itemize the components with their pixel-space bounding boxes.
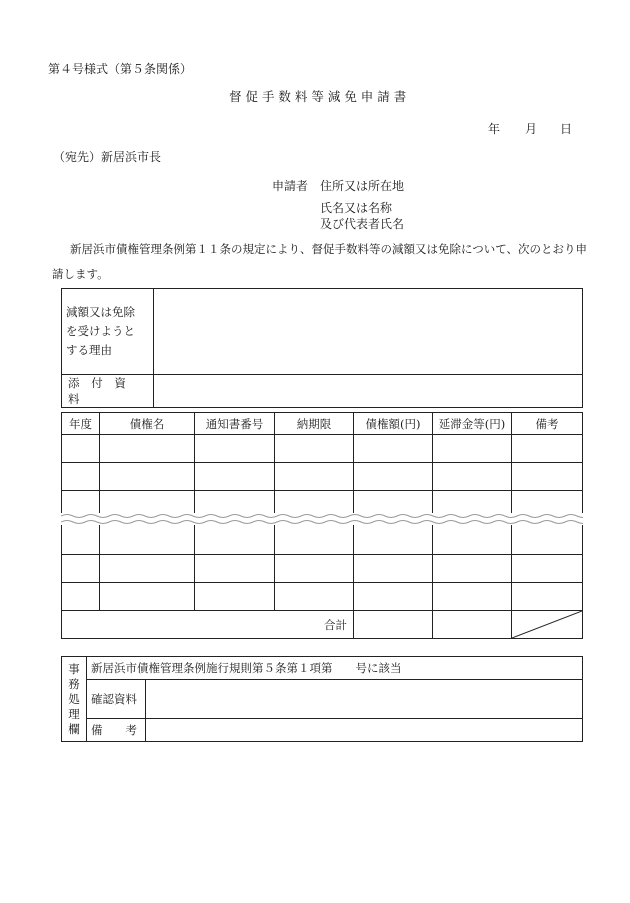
total-remarks-struck [512, 611, 583, 639]
form-number: 第４号様式（第５条関係） [48, 62, 193, 76]
total-claim-amount[interactable] [354, 611, 433, 639]
reason-field[interactable] [154, 289, 583, 375]
body-text-line-1: 新居浜市債権管理条例第１１条の規定により、督促手数料等の減額又は免除について、次のとおり申 [70, 242, 588, 256]
reason-label-line-2: を受けようと [66, 324, 135, 338]
attachment-label: 添 付 資 料 [62, 375, 154, 408]
applicant-rep-label: 及び代表者氏名 [320, 217, 405, 231]
office-rule-line: 新居浜市債権管理条例施行規則第５条第１項第 号に該当 [87, 657, 583, 680]
total-row [62, 611, 583, 639]
table-row [62, 435, 583, 463]
header-claim-amount: 債権額(円) [354, 413, 433, 435]
header-due-date: 納期限 [275, 413, 354, 435]
applicant-role: 申請者 [272, 179, 309, 193]
reason-table [61, 288, 583, 408]
header-remarks: 備考 [512, 413, 583, 435]
confirm-label: 確認資料 [87, 680, 146, 719]
date-day: 日 [560, 122, 573, 136]
date-year: 年 [488, 122, 501, 136]
reason-label [62, 289, 154, 375]
applicant-address-label: 住所又は所在地 [320, 179, 405, 193]
header-claim-name: 債権名 [100, 413, 195, 435]
page-title: 督 促 手 数 料 等 減 免 申 請 書 [229, 89, 407, 104]
header-late-fee: 延滞金等(円) [433, 413, 512, 435]
total-late-fee[interactable] [433, 611, 512, 639]
office-side-label: 事 務 処 理 欄 [62, 657, 87, 742]
addressee: （宛先）新居浜市長 [53, 150, 162, 164]
total-label: 合計 [62, 611, 354, 639]
confirm-field[interactable] [146, 680, 583, 719]
table-row [62, 583, 583, 611]
office-remarks-label: 備 考 [87, 719, 146, 742]
attachment-field[interactable] [154, 375, 583, 408]
omission-wave [61, 512, 583, 526]
header-notice-number: 通知書番号 [195, 413, 275, 435]
reason-label-line-3: する理由 [66, 343, 112, 357]
office-remarks-field[interactable] [146, 719, 583, 742]
reason-label-line-1: 減額又は免除 [66, 305, 135, 319]
header-fiscal-year: 年度 [62, 413, 100, 435]
table-row [62, 555, 583, 583]
office-table [61, 656, 583, 742]
table-row [62, 463, 583, 491]
applicant-name-label: 氏名又は名称 [320, 201, 393, 215]
body-text-line-2: 請します。 [52, 267, 109, 281]
date-month: 月 [525, 122, 538, 136]
diagonal-strike-icon [512, 611, 582, 638]
